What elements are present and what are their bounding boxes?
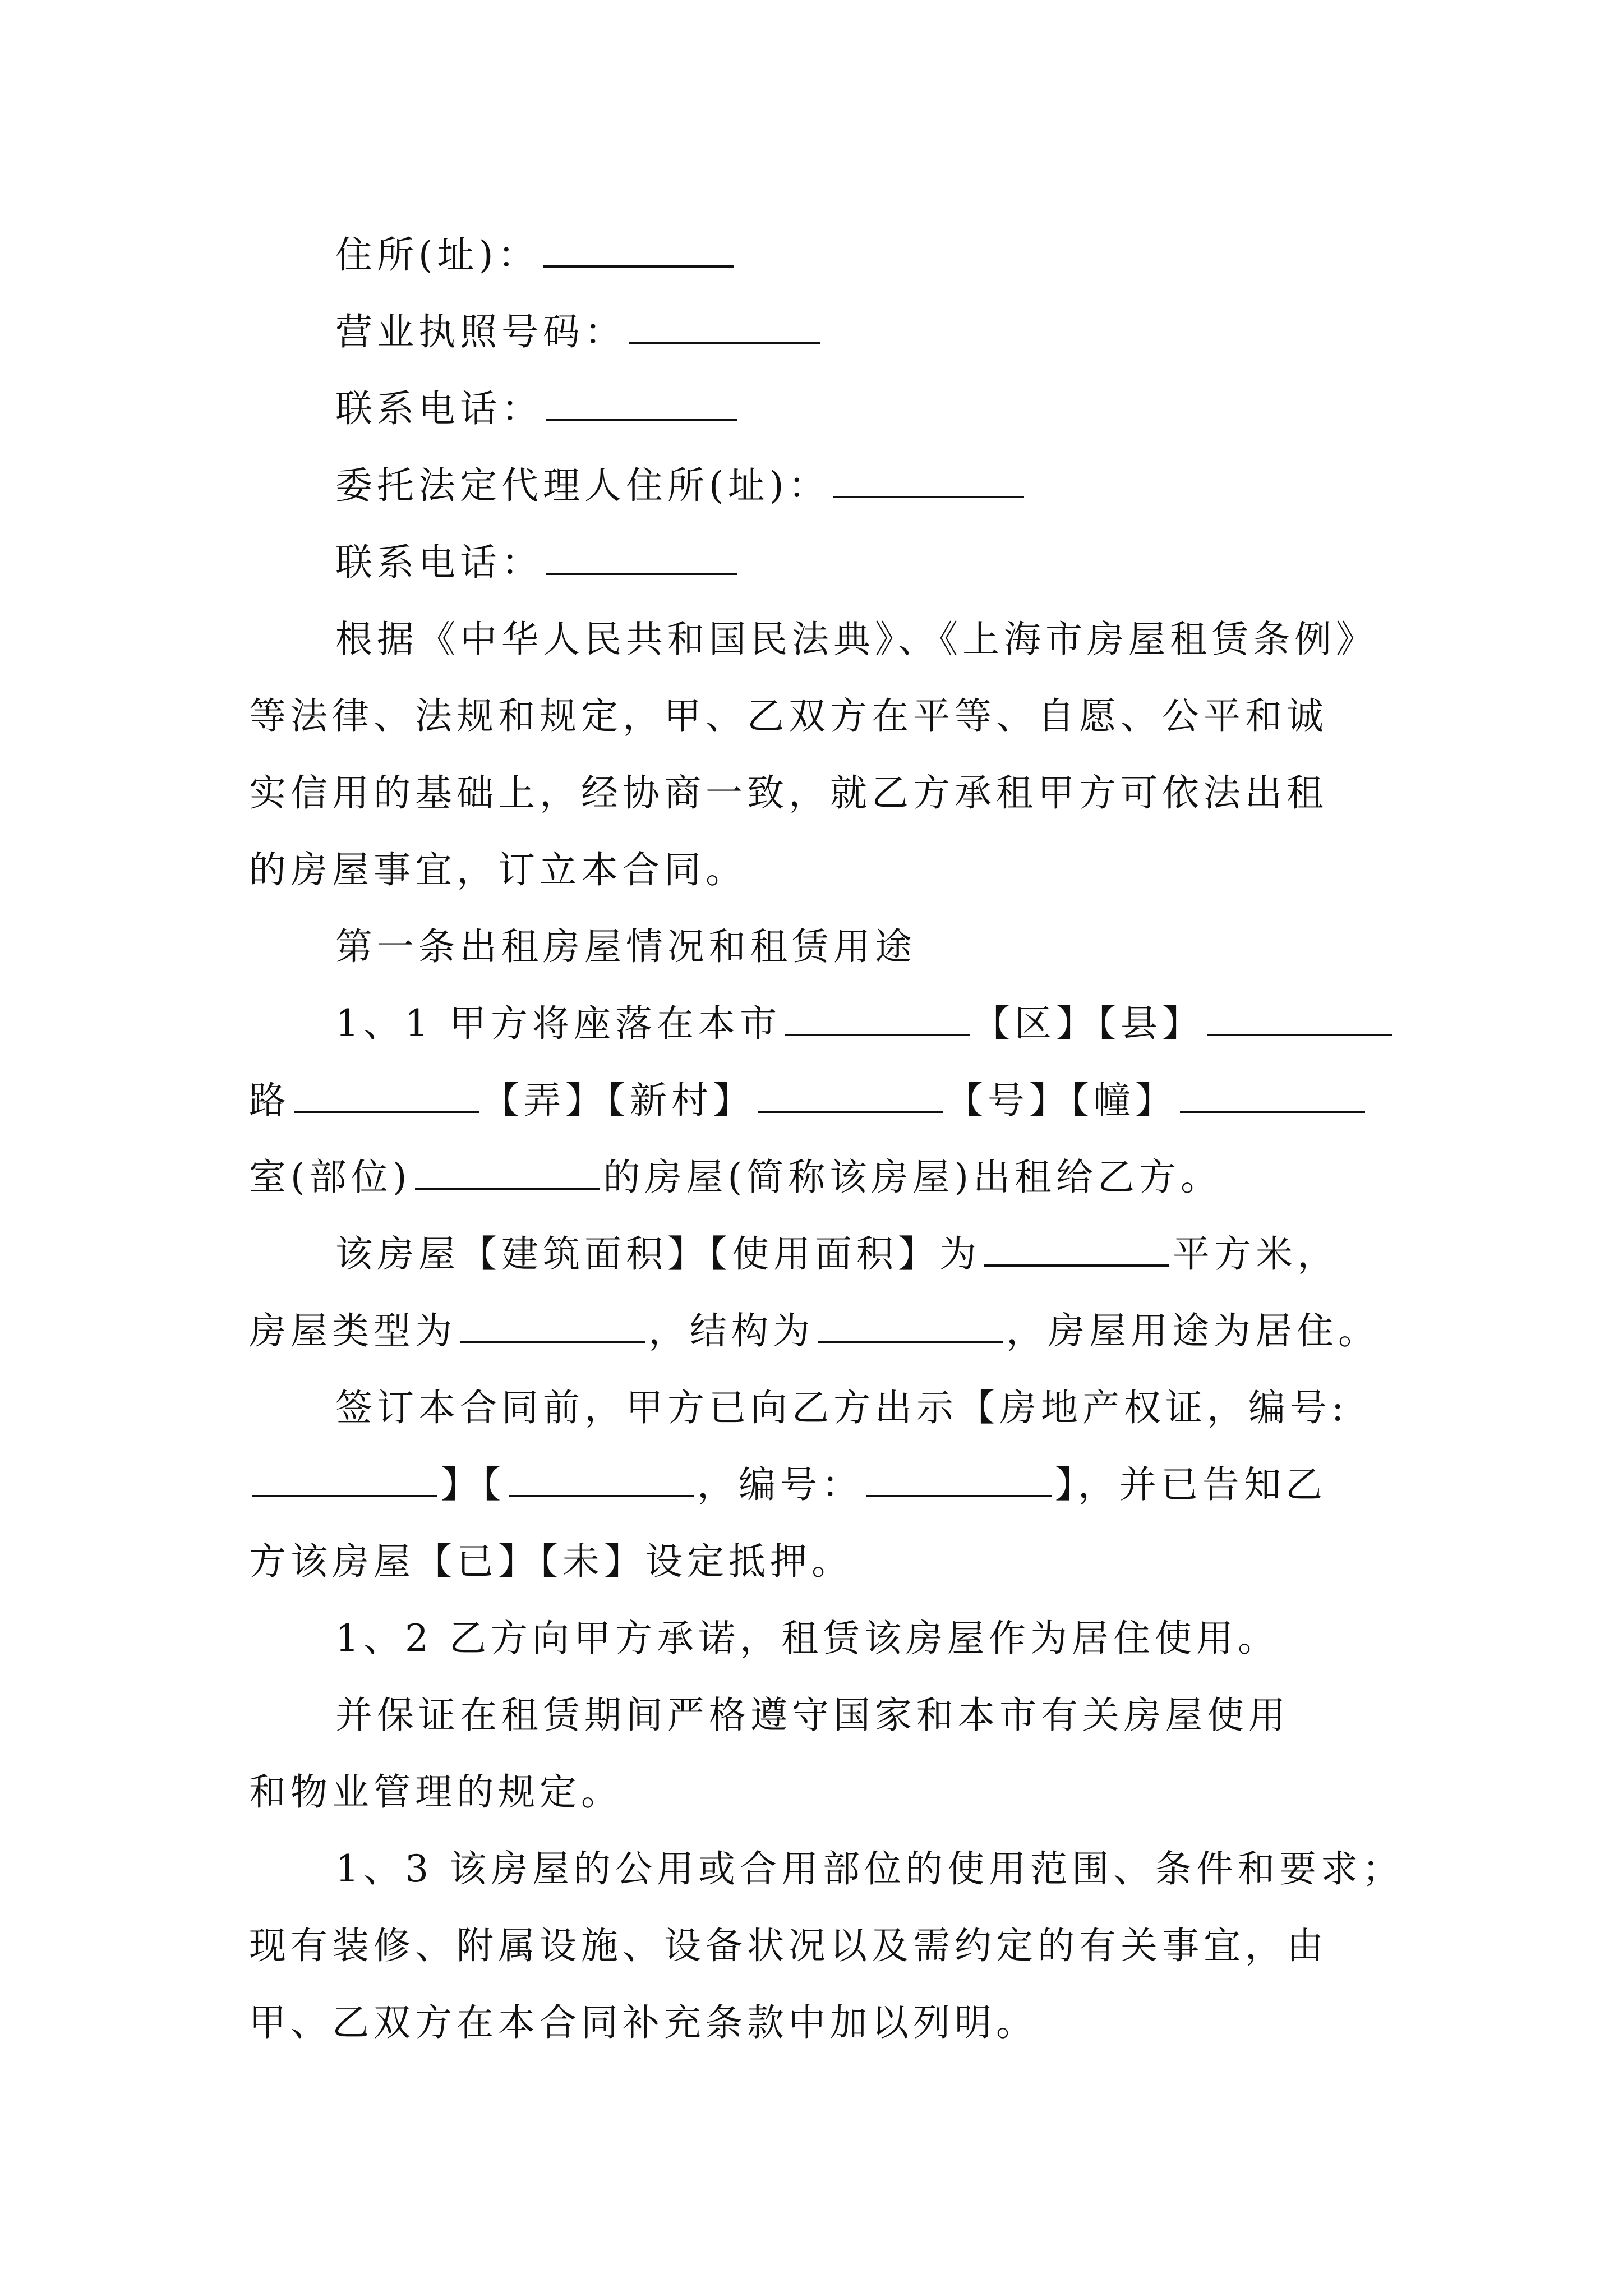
area-label: 该房屋【建筑面积】【使用面积】为 [335,1232,981,1276]
mortgage-line: 方该房屋【已】【未】设定抵押。 [249,1540,853,1583]
type-label: 房屋类型为 [249,1309,457,1352]
clause-1-1-line-1 [249,985,1393,1062]
clause-1-1-text-a: 1、1 甲方将座落在本市 [335,1002,781,1045]
agent-address-label: 委托法定代理人住所(址)： [335,464,830,507]
clause-1-3-line-2: 现有装修、附属设施、设备状况以及需约定的有关事宜，由 [249,1924,1328,1967]
number-label: 【号】【幢】 [946,1079,1177,1122]
road-label: 路 [249,1079,291,1122]
address-blank [543,234,734,268]
agent-phone-blank [546,541,737,575]
lane-blank [758,1079,943,1113]
phone-label: 联系电话： [335,387,543,430]
clause-1-1-line-2 [249,1062,1393,1139]
type-line [249,1292,1393,1369]
clause-1-1-text-c: 的房屋(简称该房屋)出租给乙方。 [603,1156,1222,1199]
structure-label: ，结构为 [648,1309,814,1352]
license-label: 营业执照号码： [335,310,626,353]
preamble-line-1: 根据《中华人民共和国民法典》、《上海市房屋租赁条例》 [335,618,1377,661]
usage-text: ，房屋用途为居住。 [1006,1309,1380,1352]
certificate-bracket: 】【 [441,1463,505,1506]
certificate-line-1: 签订本合同前，甲方已向乙方出示【房地产权证，编号: [335,1386,1349,1429]
phone-blank [546,388,737,421]
clause-1-2-line-1: 1、2 乙方向甲方承诺，租赁该房屋作为居住使用。 [335,1617,1279,1660]
building-blank [1180,1079,1365,1113]
agent-phone-label: 联系电话： [335,541,543,584]
clause-1-3-line-3: 甲、乙双方在本合同补充条款中加以列明。 [249,2001,1038,2044]
room-blank [415,1156,600,1190]
address-line [249,217,1393,293]
number-label-2: ，编号： [697,1463,863,1506]
certificate-text-end: 】，并已告知乙 [1055,1463,1327,1506]
other-number-blank [866,1464,1052,1497]
lane-label: 【弄】【新村】 [482,1079,754,1122]
preamble-line-2: 等法律、法规和规定，甲、乙双方在平等、自愿、公平和诚 [249,694,1328,738]
clause-1-3-line-1: 1、3 该房屋的公用或合用部位的使用范围、条件和要求； [335,1847,1404,1890]
type-blank [460,1310,645,1343]
clause-1-2-line-2: 并保证在租赁期间严格遵守国家和本市有关房屋使用 [335,1694,1290,1737]
article-1-heading: 第一条出租房屋情况和租赁用途 [335,925,916,968]
room-label: 室(部位) [249,1156,412,1199]
clause-1-1-text-b: 【区】【县】 [972,1002,1204,1045]
agent-phone-line [249,524,1393,601]
clause-1-1-line-3 [249,1139,1393,1216]
certificate-line-2 [249,1446,1393,1523]
area-line [249,1216,1393,1292]
other-certificate-blank [509,1464,694,1497]
structure-blank [818,1310,1003,1343]
certificate-blank [252,1464,437,1497]
agent-address-line [249,447,1393,524]
address-label: 住所(址)： [335,233,540,277]
license-line [249,293,1393,370]
agent-address-blank [833,464,1024,498]
area-unit: 平方米， [1173,1232,1339,1276]
county-blank [1207,1002,1392,1036]
area-blank [984,1233,1169,1267]
clause-1-2-line-3: 和物业管理的规定。 [249,1770,623,1814]
district-blank [785,1002,970,1036]
contract-page [249,217,1404,2061]
preamble-line-4: 的房屋事宜，订立本合同。 [249,848,747,891]
preamble-line-3: 实信用的基础上，经协商一致，就乙方承租甲方可依法出租 [249,771,1328,815]
license-blank [629,311,820,344]
phone-line [249,370,1393,447]
road-blank [294,1079,479,1113]
